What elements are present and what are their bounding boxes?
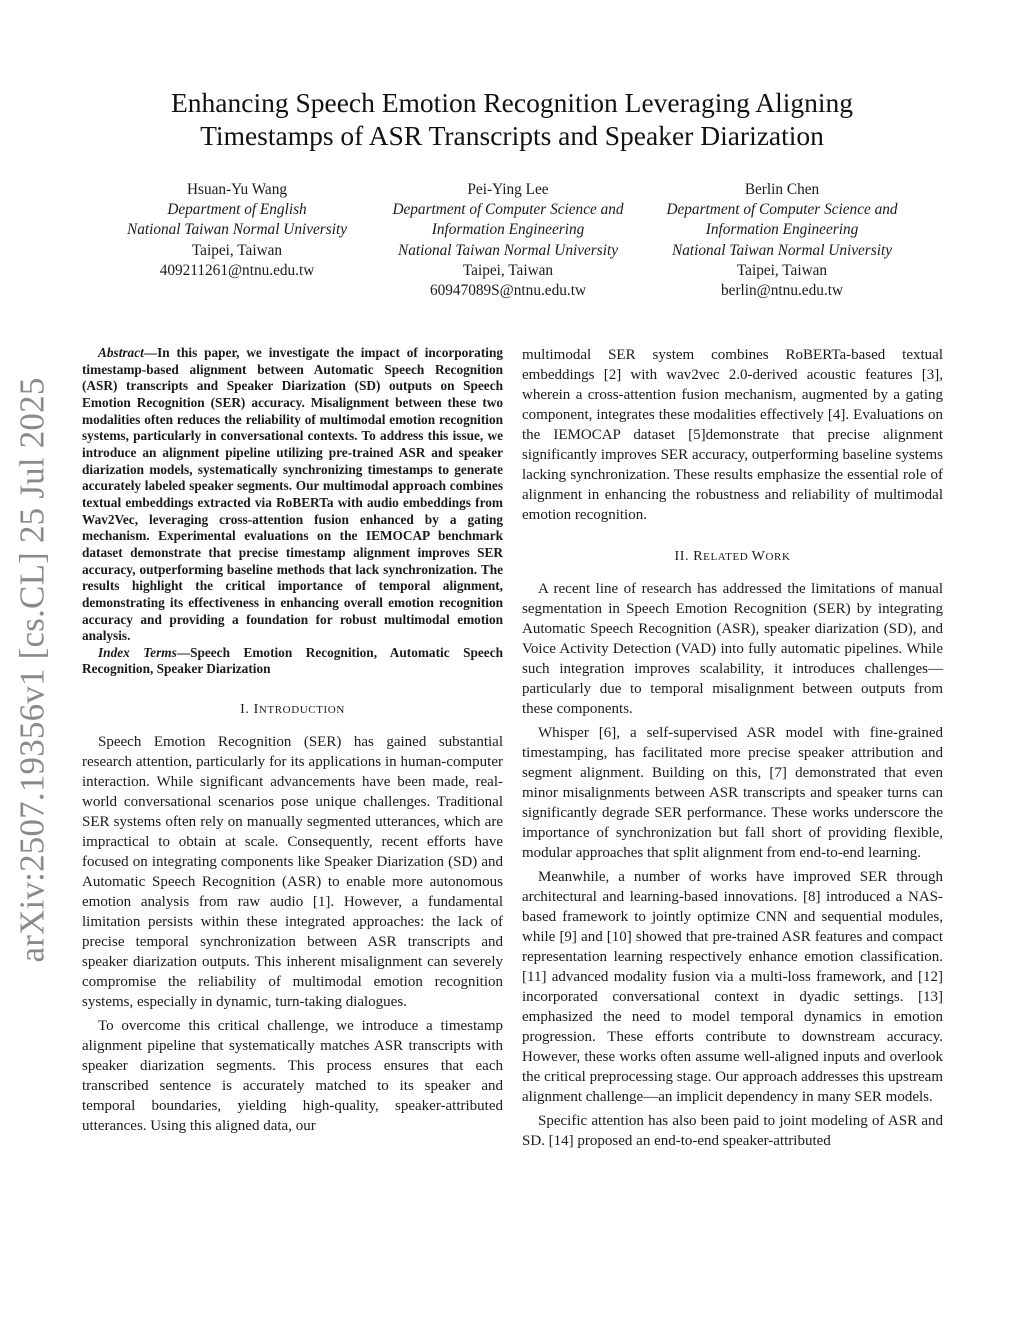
author-university: National Taiwan Normal University	[672, 241, 892, 259]
author-department-cont: Information Engineering	[705, 221, 859, 239]
index-terms	[82, 645, 503, 678]
author-1	[97, 180, 377, 281]
author-name: Berlin Chen	[744, 181, 820, 198]
author-email: 60947089S@ntnu.edu.tw	[429, 282, 586, 300]
author-department: Department of English	[167, 201, 307, 219]
author-email: berlin@ntnu.edu.tw	[721, 282, 843, 300]
abstract	[82, 345, 503, 645]
paper-title-line-2: Timestamps of ASR Transcripts and Speaker Diarization	[200, 120, 824, 151]
related-work-paragraph: A recent line of research has addressed the limitations of manual segmentation in Speech Emotion Recognition (SER) by integrating Automatic Speech Recognition (ASR), speaker diarization (SD), and Voice Activity Detection (VAD) into fully automatic pipelines. While such integration improves scalability, it introduces challenges—particularly due to temporal misalignment between outputs from these components.	[522, 581, 943, 717]
author-location: Taipei, Taiwan	[736, 261, 828, 279]
index-terms-label: Index Terms	[98, 644, 177, 660]
related-work-paragraph: Specific attention has also been paid to joint modeling of ASR and SD. [14] proposed an end-to-end speaker-attributed	[522, 1113, 943, 1149]
section-heading-related-work: II. RELATED WORK	[674, 549, 791, 564]
author-3	[642, 180, 922, 301]
author-location: Taipei, Taiwan	[191, 241, 283, 259]
author-location: Taipei, Taiwan	[462, 261, 554, 279]
author-name: Pei-Ying Lee	[467, 181, 549, 198]
intro-paragraph: To overcome this critical challenge, we introduce a timestamp alignment pipeline that systematically matches ASR transcripts with speaker diarization segments. This process ensures that each transcribed sentence is accurately matched to its speaker and temporal boundaries, yielding high-quality, speaker-attributed utterances. Using this aligned data, our	[82, 1018, 503, 1135]
intro-paragraph-continued: multimodal SER system combines RoBERTa-based textual embeddings [2] with wav2vec 2.0-derived acoustic features [3], wherein a cross-attention fusion mechanism, augmented by a gating component, integrates these modalities effectively [4]. Evaluations on the IEMOCAP dataset [5]demonstrate that precise alignment significantly improves SER accuracy, outperforming baseline systems lacking synchronization. These results emphasize the essential role of alignment in enhancing the robustness and reliability of multimodal emotion recognition.	[522, 347, 943, 523]
section-heading-introduction: I. INTRODUCTION	[240, 702, 345, 718]
author-university: National Taiwan Normal University	[398, 241, 618, 259]
related-work-paragraph: Whisper [6], a self-supervised ASR model with fine-grained timestamping, has facilitated more precise speaker attribution and segment alignment. Building on this, [7] demonstrated that even minor misalignments between ASR transcripts and speaker turns can significantly degrade SER performance. These works underscore the importance of synchronization but fall short of providing flexible, modular approaches that split alignment from end-to-end learning.	[522, 725, 943, 861]
author-department: Department of Computer Science and	[392, 201, 624, 219]
right-column	[522, 345, 943, 1151]
author-name: Hsuan-Yu Wang	[186, 181, 288, 198]
abstract-label: Abstract	[98, 345, 144, 360]
author-block	[100, 180, 924, 310]
left-column	[82, 345, 503, 1136]
author-department-cont: Information Engineering	[431, 221, 585, 239]
author-email: 409211261@ntnu.edu.tw	[159, 261, 315, 279]
abstract-text: —In this paper, we investigate the impact of incorporating timestamp-based alignment between Automatic Speech Recognition (ASR) transcripts and Speaker Diarization (SD) outputs on Speech Emotion Recognition (SER) accuracy. Misalignment between these two modalities often reduces the reliability of multimodal emotion recognition systems, particularly in conversational contexts. To address this issue, we introduce an alignment pipeline utilizing pre-trained ASR and speaker diarization models, systematically synchronizing timestamps to generate accurately labeled speaker segments. Our multimodal approach combines textual embeddings extracted via RoBERTa with audio embeddings from Wav2Vec, leveraging cross-attention fusion enhanced by a gating mechanism. Experimental evaluations on the IEMOCAP benchmark dataset demonstrate that precise timestamp alignment improves SER accuracy, outperforming baseline methods that lack synchronization. The results highlight the critical importance of temporal alignment, demonstrating its effectiveness in enhancing overall emotion recognition accuracy and providing a foundation for robust multimodal emotion analysis.	[82, 345, 503, 644]
arxiv-identifier-text: arXiv:2507.19356v1 [cs.CL] 25 Jul 2025	[13, 377, 52, 963]
author-department: Department of Computer Science and	[666, 201, 898, 219]
author-university: National Taiwan Normal University	[127, 221, 347, 239]
author-2	[368, 180, 648, 301]
intro-paragraph: Speech Emotion Recognition (SER) has gained substantial research attention, particularly for its applications in human-computer interaction. While significant advancements have been made, real-world conversational scenarios pose unique challenges. Traditional SER systems often rely on manually segmented utterances, which are impractical to obtain at scale. Consequently, recent efforts have focused on integrating components like Speaker Diarization (SD) and Automatic Speech Recognition (ASR) to enable more autonomous emotion analysis from raw audio [1]. However, a fundamental limitation persists within these integrated approaches: the lack of precise temporal synchronization between ASR transcripts and speaker diarization outputs. This inherent misalignment can severely compromise the reliability of multimodal emotion recognition systems, especially in dynamic, turn-taking dialogues.	[82, 734, 503, 1011]
index-terms-text: —Speech Emotion Recognition, Automatic Speech Recognition, Speaker Diarization	[82, 644, 503, 677]
paper-title-line-1: Enhancing Speech Emotion Recognition Leveraging Aligning	[170, 87, 853, 118]
paper-title	[100, 86, 924, 152]
related-work-paragraph: Meanwhile, a number of works have improved SER through architectural and learning-based innovations. [8] introduced a NAS-based framework to jointly optimize CNN and sequential modules, while [9] and [10] showed that pre-trained ASR features and compact representation learning respectively enhance emotion classification. [11] advanced modality fusion via a multi-loss framework, and [12] incorporated conversational context in dyadic settings. [13] emphasized the need to model temporal dynamics in emotion progression. These efforts contribute to downstream accuracy. However, these works often assume well-aligned inputs and overlook the critical preprocessing stage. Our approach addresses this upstream alignment challenge—an implicit dependency in many SER models.	[522, 869, 943, 1105]
arxiv-identifier-stamp	[4, 377, 62, 963]
